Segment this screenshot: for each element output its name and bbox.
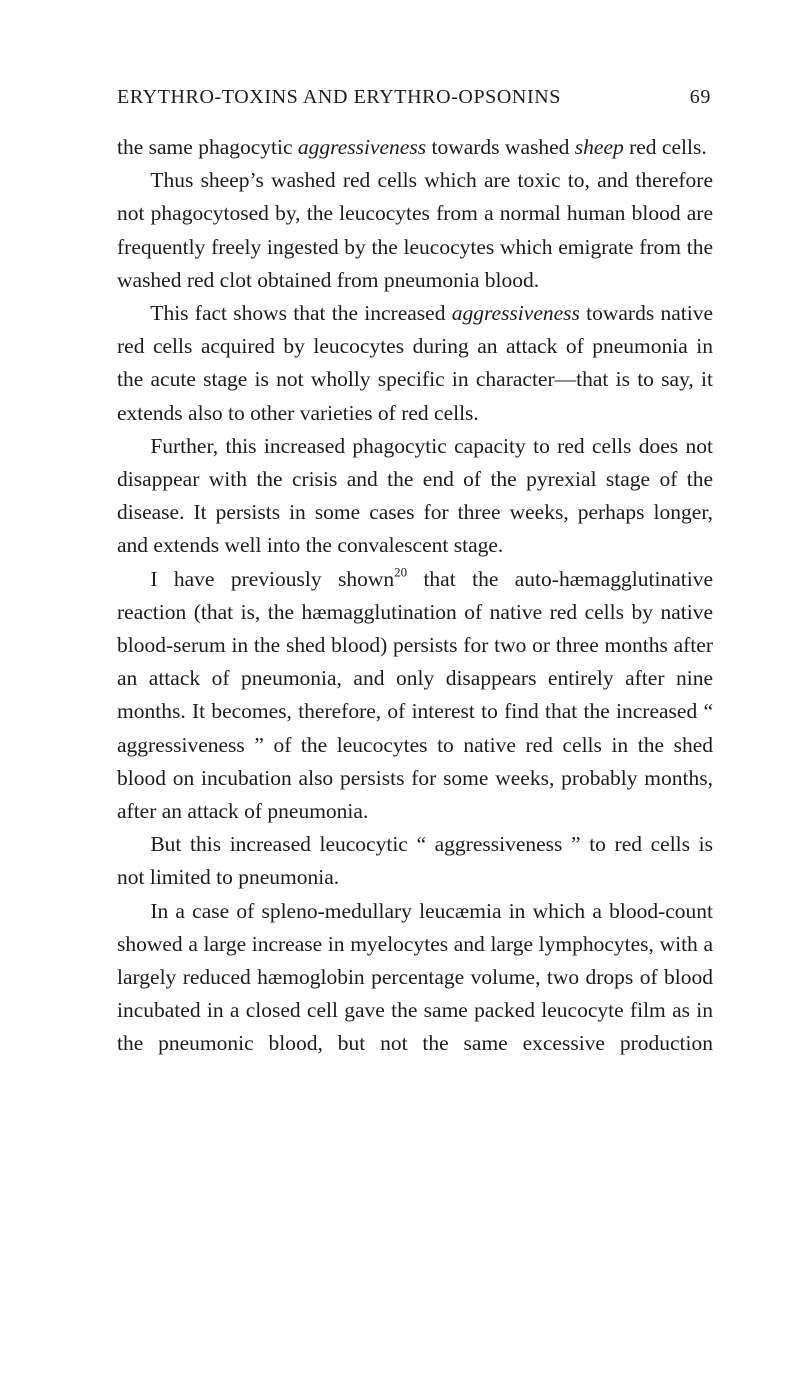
text-segment: red cells.	[623, 135, 707, 159]
text-segment: Thus sheep’s washed red cells which are toxic to, and therefore not phagocytosed by, the leucocytes from a normal human blood are frequently freely ingested by the leucocytes which emigrate from the washed red clot obtained from pneumonia blood.	[117, 168, 713, 292]
text-segment: the same phagocytic	[117, 135, 298, 159]
italic-term: sheep	[574, 135, 624, 159]
footnote-reference: 20	[394, 565, 408, 580]
paragraph	[117, 430, 713, 563]
text-segment: towards washed	[426, 135, 575, 159]
text-segment: towards native red cells acquired by leucocytes during an attack of pneumonia in the acute stage is not wholly specific in character—that is to say, it extends also to other varieties of red cells.	[117, 301, 713, 425]
paragraph	[117, 828, 713, 894]
paragraph	[117, 164, 713, 297]
running-head	[117, 86, 711, 120]
paragraph	[117, 895, 713, 1061]
running-title: ERYTHRO-TOXINS AND ERYTHRO-OPSONINS	[117, 86, 561, 108]
text-segment: But this increased leucocytic “ aggressiveness ” to red cells is not limited to pneumonia.	[117, 832, 713, 890]
body-text	[117, 131, 713, 1061]
text-segment: This fact shows that the increased	[150, 301, 452, 326]
italic-term: aggressiveness	[297, 135, 427, 159]
italic-term: aggressiveness	[451, 301, 580, 326]
paragraph	[117, 131, 713, 164]
text-segment: that the auto-hæmagglutinative reaction (that is, the hæmagglutination of native red cells by native blood-serum in the shed blood) persists for two or three months after an attack of pneumonia, and only disappears entirely after nine months. It becomes, therefore, of interest to find that the increased “ aggressiveness ” of the leucocytes to native red cells in the shed blood on incubation also persists for some weeks, probably months, after an attack of pneumonia.	[117, 566, 713, 824]
text-segment: Further, this increased phagocytic capacity to red cells does not disappear with the crisis and the end of the pyrexial stage of the disease. It persists in some cases for three weeks, perhaps longer, and extends well into the convalescent stage.	[117, 433, 713, 558]
page-number: 69	[689, 86, 711, 108]
text-segment: I have previously shown	[150, 566, 395, 591]
paragraph	[117, 563, 713, 829]
paragraph	[117, 297, 713, 430]
text-segment: In a case of spleno-medullary leucæmia in which a blood-count showed a large increase in myelocytes and large lymphocytes, with a largely reduced hæmoglobin percentage volume, two drops of blood incubated in a closed cell gave the same packed leucocyte film as in the pneumonic blood, but not the same excessive production	[117, 898, 713, 1056]
